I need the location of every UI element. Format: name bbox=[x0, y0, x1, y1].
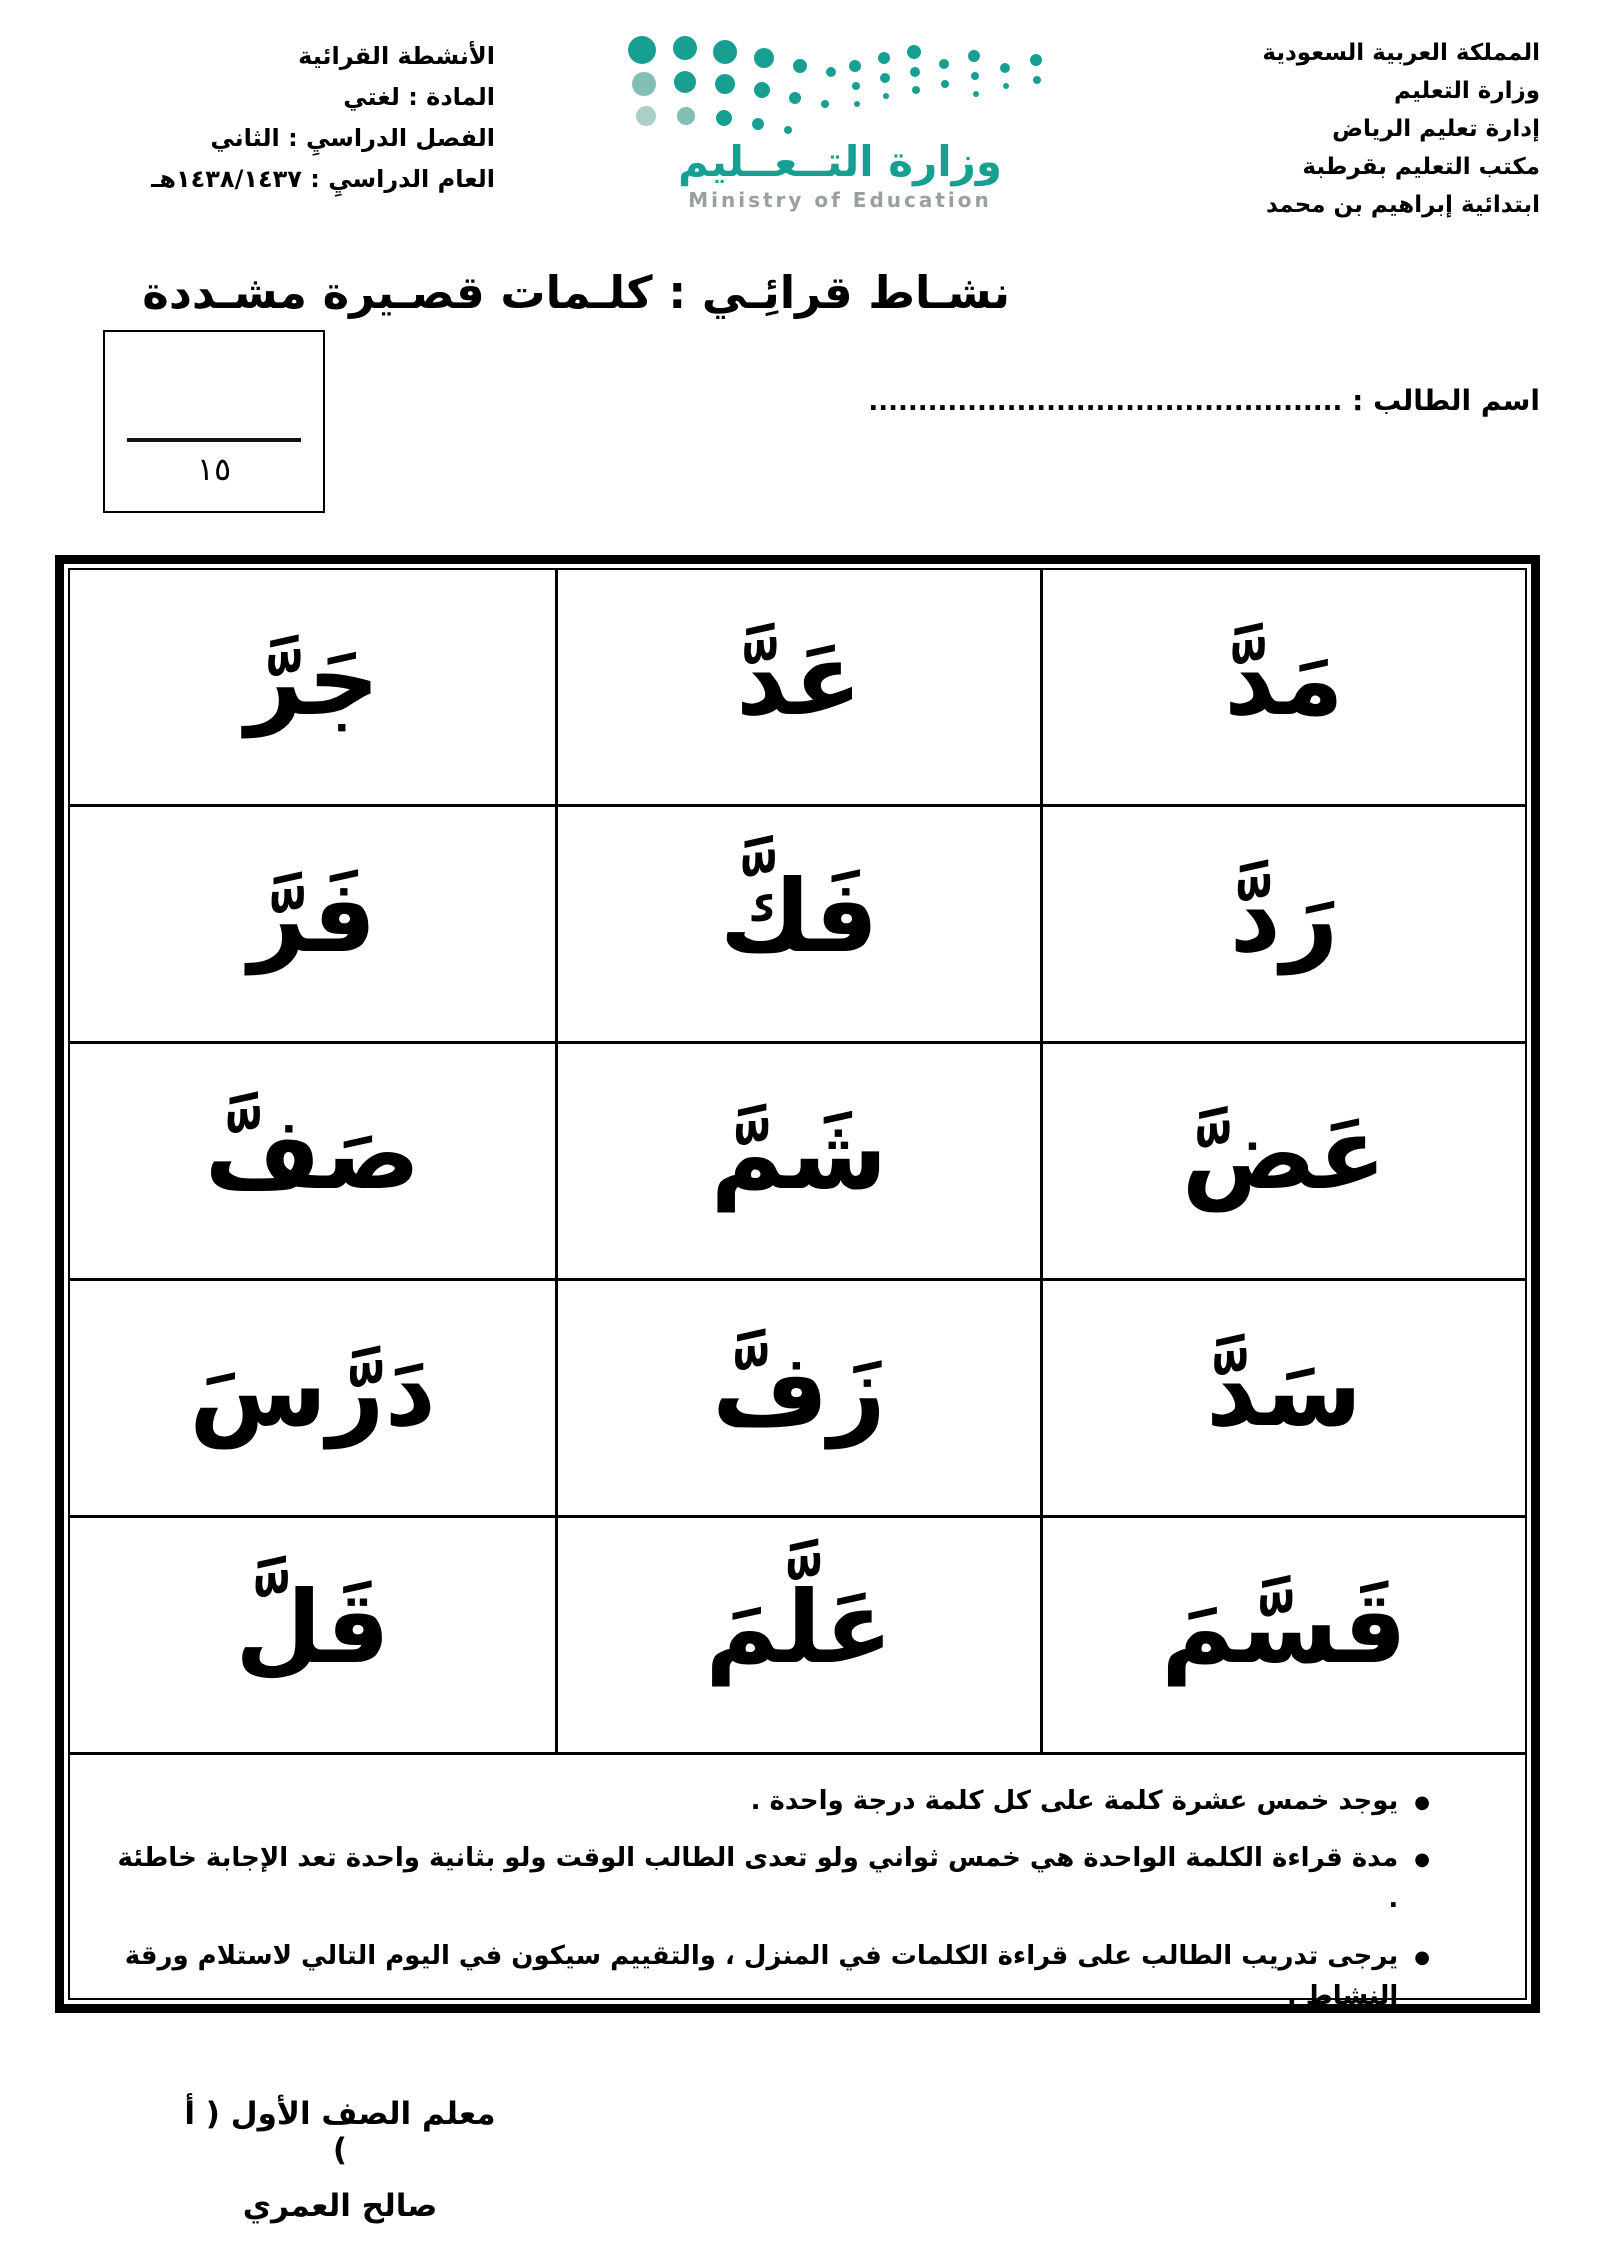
word-cell: دَرَّسَ bbox=[70, 1281, 555, 1518]
score-box bbox=[103, 330, 325, 513]
word-cell: فَكَّ bbox=[555, 807, 1040, 1044]
note-item bbox=[115, 1936, 1430, 2017]
words-table bbox=[70, 570, 1525, 1755]
teacher-name-line: صالح العمري bbox=[242, 2188, 438, 2224]
ministry-logo-arabic-wordmark: وزارة التــعــليم bbox=[678, 137, 1002, 186]
score-total: ١٥ bbox=[196, 450, 232, 488]
word-cell: جَرَّ bbox=[70, 570, 555, 807]
kingdom-info-block bbox=[1110, 34, 1540, 224]
word-cell: قَسَّمَ bbox=[1040, 1518, 1525, 1755]
score-divider bbox=[127, 438, 301, 442]
bullet-icon: ● bbox=[1414, 1792, 1430, 1813]
bullet-icon: ● bbox=[1414, 1849, 1430, 1871]
info-line-activities: الأنشطة القرائية bbox=[298, 42, 495, 70]
word-cell: شَمَّ bbox=[555, 1044, 1040, 1281]
note-item bbox=[115, 1838, 1430, 1919]
ministry-logo bbox=[612, 28, 1068, 212]
notes-box bbox=[70, 1755, 1525, 2043]
note-text: يرجى تدريب الطالب على قراءة الكلمات في المنزل ، والتقييم سيكون في اليوم التالي لاستلام ورقة النشاط . bbox=[124, 1940, 1399, 2012]
ministry-logo-english-wordmark: Ministry of Education bbox=[688, 188, 992, 213]
worksheet-main-box bbox=[55, 555, 1540, 2013]
student-name-row bbox=[868, 384, 1540, 417]
word-cell: صَفَّ bbox=[70, 1044, 555, 1281]
info-line-office: مكتب التعليم بقرطبة bbox=[1302, 154, 1540, 180]
word-cell: فَرَّ bbox=[70, 807, 555, 1044]
bullet-icon: ● bbox=[1414, 1946, 1430, 1968]
info-line-kingdom: المملكة العربية السعودية bbox=[1262, 40, 1540, 66]
teacher-role-line: معلم الصف الأول ( أ ) bbox=[184, 2096, 496, 2168]
worksheet-inner-border bbox=[68, 568, 1527, 2012]
info-line-year: العام الدراسيِ : ١٤٣٨/١٤٣٧هـ bbox=[151, 165, 495, 193]
word-cell: زَفَّ bbox=[555, 1281, 1040, 1518]
student-name-dotted-line: ................................................ bbox=[868, 387, 1343, 417]
word-cell: مَدَّ bbox=[1040, 570, 1525, 807]
ministry-logo-dots-icon bbox=[612, 28, 1068, 140]
info-line-ministry: وزارة التعليم bbox=[1394, 78, 1540, 104]
word-cell: قَلَّ bbox=[70, 1518, 555, 1755]
info-line-administration: إدارة تعليم الرياض bbox=[1332, 116, 1540, 142]
word-cell: عَضَّ bbox=[1040, 1044, 1525, 1281]
note-item bbox=[115, 1781, 1430, 1821]
word-cell: عَدَّ bbox=[555, 570, 1040, 807]
note-text: يوجد خمس عشرة كلمة على كل كلمة درجة واحدة . bbox=[750, 1786, 1399, 1816]
word-cell: سَدَّ bbox=[1040, 1281, 1525, 1518]
info-line-semester: الفصل الدراسيِ : الثاني bbox=[210, 124, 495, 152]
word-cell: رَدَّ bbox=[1040, 807, 1525, 1044]
word-cell: عَلَّمَ bbox=[555, 1518, 1040, 1755]
info-line-school: ابتدائية إبراهيم بن محمد bbox=[1265, 192, 1540, 218]
student-name-label: اسم الطالب : bbox=[1352, 384, 1540, 417]
document-info-block bbox=[85, 36, 495, 200]
teacher-signature-block bbox=[178, 2096, 502, 2224]
note-text: مدة قراءة الكلمة الواحدة هي خمس ثواني ولو تعدى الطالب الوقت ولو بثانية واحدة تعد الإجابة خاطئة . bbox=[117, 1843, 1399, 1914]
worksheet-title: نشـاط قرائِـي : كلـمات قصـيرة مشـددة bbox=[142, 266, 1010, 319]
info-line-subject: المادة : لغتي bbox=[343, 83, 495, 111]
